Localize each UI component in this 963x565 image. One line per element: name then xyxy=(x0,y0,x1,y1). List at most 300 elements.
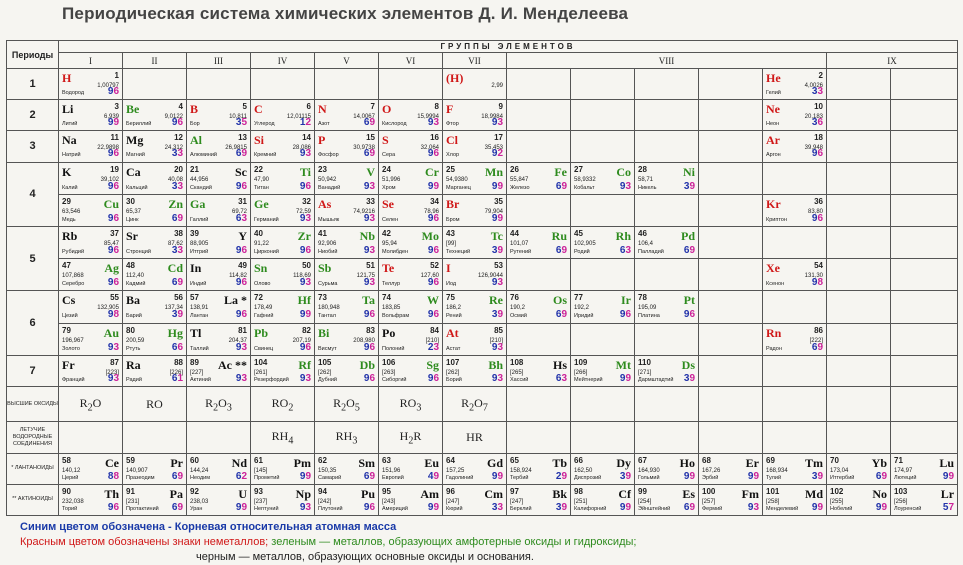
element-cell-ba[interactable] xyxy=(123,291,187,323)
element-name: Индий xyxy=(190,281,207,288)
element-cell-au[interactable] xyxy=(59,323,123,355)
root-mass-digit: 9 xyxy=(942,470,949,482)
extra-mass-cell xyxy=(891,100,958,131)
atomic-number: 58 xyxy=(62,455,71,465)
element-cell-pt[interactable] xyxy=(635,291,699,323)
atomic-number: 64 xyxy=(446,455,455,465)
element-in xyxy=(187,259,250,289)
root-mass-digits xyxy=(876,502,887,513)
root-mass-digit: 3 xyxy=(177,180,183,192)
atomic-mass: 69,72 xyxy=(231,208,247,215)
empty-cell xyxy=(507,323,571,355)
root-mass-digits xyxy=(364,502,375,513)
element-si xyxy=(251,131,314,160)
element-cell-al[interactable] xyxy=(187,131,251,162)
root-mass-digit: 6 xyxy=(305,341,311,353)
element-cell-db[interactable] xyxy=(315,355,379,386)
extra-mass-cell xyxy=(571,194,635,226)
element-cell-os[interactable] xyxy=(507,291,571,323)
element-as xyxy=(315,195,378,225)
element-name: Хром xyxy=(382,184,396,191)
element-symbol: Mg xyxy=(126,133,144,148)
oxide-formula: $RO_3$ xyxy=(379,387,443,422)
element-cell-bi[interactable] xyxy=(315,323,379,355)
element-cell-fm[interactable] xyxy=(699,484,763,515)
empty-cell xyxy=(571,323,635,355)
element-name: Осмий xyxy=(510,313,527,320)
element-cell-zr[interactable] xyxy=(251,227,315,259)
element-cell-ti[interactable] xyxy=(251,162,315,194)
element-symbol: Es xyxy=(682,486,695,501)
element-cell-sg[interactable] xyxy=(379,355,443,386)
element-xe xyxy=(763,259,826,289)
root-mass-digits xyxy=(236,309,247,320)
element-name: Стронций xyxy=(126,249,151,256)
atomic-mass: 72,59 xyxy=(295,208,311,215)
atomic-mass: 87,62 xyxy=(167,241,183,248)
element-cell-w[interactable] xyxy=(379,291,443,323)
element-pr xyxy=(123,454,186,483)
root-mass-digit: 3 xyxy=(497,501,503,513)
atomic-number: 41 xyxy=(318,229,327,239)
element-cell-na[interactable] xyxy=(59,131,123,162)
root-mass-digits xyxy=(876,471,887,482)
element-cell-sm[interactable] xyxy=(315,453,379,484)
element-cell-dy[interactable] xyxy=(571,453,635,484)
element-cell-ne[interactable] xyxy=(763,100,827,131)
element-cell-gd[interactable] xyxy=(443,453,507,484)
root-mass-digit: 3 xyxy=(433,341,439,353)
element-cell-ir[interactable] xyxy=(571,291,635,323)
element-name: Неодим xyxy=(190,474,211,481)
root-mass-digit: 3 xyxy=(241,212,247,224)
atomic-number: 91 xyxy=(126,486,135,496)
element-cell-hparen[interactable] xyxy=(443,69,507,100)
root-mass-digit: 9 xyxy=(363,372,370,384)
element-cell-np[interactable] xyxy=(251,484,315,515)
root-mass-digit: 9 xyxy=(689,245,695,257)
element-cell-ru[interactable] xyxy=(507,227,571,259)
element-cell-ta[interactable] xyxy=(315,291,379,323)
root-mass-digit: 9 xyxy=(811,277,818,289)
root-mass-digits xyxy=(108,148,119,159)
root-mass-digit: 6 xyxy=(433,372,439,384)
empty-cell xyxy=(827,259,891,291)
element-o xyxy=(379,100,442,129)
root-mass-digits xyxy=(172,181,183,192)
element-cell-re[interactable] xyxy=(443,291,507,323)
element-cell-po[interactable] xyxy=(379,323,443,355)
element-cell-si[interactable] xyxy=(251,131,315,162)
element-bh xyxy=(443,356,506,385)
root-mass-digit: 9 xyxy=(811,501,818,513)
element-symbol: Sc xyxy=(235,164,247,179)
element-cell-o[interactable] xyxy=(379,100,443,131)
atomic-mass: 238,03 xyxy=(190,498,209,505)
element-cell-yb[interactable] xyxy=(827,453,891,484)
element-cell-no[interactable] xyxy=(827,484,891,515)
root-mass-digit: 3 xyxy=(369,180,375,192)
element-cell-am[interactable] xyxy=(379,484,443,515)
root-mass-digit: 6 xyxy=(875,470,882,482)
element-cell-he[interactable] xyxy=(763,69,827,100)
empty-cell xyxy=(763,291,827,323)
element-cell-be[interactable] xyxy=(123,100,187,131)
element-cell-ce[interactable] xyxy=(59,453,123,484)
atomic-mass: 26,9815 xyxy=(225,145,247,152)
element-cell-hs[interactable] xyxy=(507,355,571,386)
element-cell-xe[interactable] xyxy=(763,259,827,291)
root-mass-digit: 6 xyxy=(241,309,247,321)
root-mass-digit: 6 xyxy=(363,470,370,482)
element-name: Тантал xyxy=(318,313,336,320)
element-cell-li[interactable] xyxy=(59,100,123,131)
root-mass-digit: 9 xyxy=(747,501,754,513)
element-symbol: Zn xyxy=(168,196,183,211)
atomic-number: 47 xyxy=(62,261,71,271)
element-cell-nb[interactable] xyxy=(315,227,379,259)
element-symbol: Zr xyxy=(297,229,311,244)
root-mass-digit: 9 xyxy=(491,341,498,353)
element-name: Кобальт xyxy=(574,184,595,191)
root-mass-digit: 6 xyxy=(625,309,631,321)
element-cell-lr[interactable] xyxy=(891,484,958,515)
element-cell-c[interactable] xyxy=(251,100,315,131)
element-cell-h[interactable] xyxy=(59,69,123,100)
element-symbol: Os xyxy=(552,293,567,308)
element-cell-tl[interactable] xyxy=(187,323,251,355)
element-cell-cr[interactable] xyxy=(379,162,443,194)
root-mass-digit: 3 xyxy=(683,180,690,192)
extra-mass-cell xyxy=(827,131,891,162)
element-lu xyxy=(891,454,957,483)
element-symbol: Ce xyxy=(105,455,119,470)
element-cell-cf[interactable] xyxy=(571,484,635,515)
element-cell-sc[interactable] xyxy=(187,162,251,194)
element-symbol: Mt xyxy=(615,357,631,372)
root-mass-digit: 9 xyxy=(171,117,178,129)
element-symbol: Hs xyxy=(552,357,567,372)
element-cell-zn[interactable] xyxy=(123,194,187,226)
root-mass-digit: 9 xyxy=(817,470,823,482)
element-cell-u[interactable] xyxy=(187,484,251,515)
element-symbol: Au xyxy=(103,325,119,340)
atomic-number: 36 xyxy=(814,196,823,206)
element-cell-kr[interactable] xyxy=(763,194,827,226)
legend-colors xyxy=(20,536,636,548)
element-cell-cm[interactable] xyxy=(443,484,507,515)
root-mass-digit: 9 xyxy=(491,117,498,129)
root-mass-digit: 9 xyxy=(817,501,823,513)
element-at xyxy=(443,324,506,354)
element-cell-b[interactable] xyxy=(187,100,251,131)
atomic-number: 110 xyxy=(638,357,651,367)
element-name: Никель xyxy=(638,184,657,191)
element-cell-se[interactable] xyxy=(379,194,443,226)
root-mass-digits xyxy=(172,309,183,320)
root-mass-digit: 3 xyxy=(177,245,183,257)
root-mass-digits xyxy=(943,502,954,513)
element-symbol: Te xyxy=(382,261,395,276)
element-cell-lu[interactable] xyxy=(891,453,958,484)
element-cell-sb[interactable] xyxy=(315,259,379,291)
element-cell-fr[interactable] xyxy=(59,355,123,386)
element-po xyxy=(379,324,442,354)
element-cell-ds[interactable] xyxy=(635,355,699,386)
root-mass-digit: 6 xyxy=(171,341,178,353)
empty-cell xyxy=(699,162,763,194)
element-se xyxy=(379,195,442,225)
element-cell-pm[interactable] xyxy=(251,453,315,484)
element-w xyxy=(379,291,442,321)
atomic-mass: [251] xyxy=(574,498,588,505)
element-hf xyxy=(251,291,314,321)
element-cell-mg[interactable] xyxy=(123,131,187,162)
atomic-mass: 20,183 xyxy=(804,114,823,121)
element-cell-f[interactable] xyxy=(443,100,507,131)
element-symbol: V xyxy=(366,164,375,179)
element-os xyxy=(507,291,570,321)
element-cell-ag[interactable] xyxy=(59,259,123,291)
element-cell-bk[interactable] xyxy=(507,484,571,515)
element-name: Дубний xyxy=(318,376,337,383)
element-cell-pu[interactable] xyxy=(315,484,379,515)
element-b xyxy=(187,100,250,129)
element-cell-n[interactable] xyxy=(315,100,379,131)
atomic-number: 56 xyxy=(174,293,183,303)
element-db xyxy=(315,356,378,385)
element-tl xyxy=(187,324,250,354)
element-cell-ge[interactable] xyxy=(251,194,315,226)
element-symbol: Fm xyxy=(741,486,759,501)
root-mass-digit: 9 xyxy=(107,148,114,160)
element-cell-pd[interactable] xyxy=(635,227,699,259)
root-mass-digit: 3 xyxy=(561,372,567,384)
root-mass-digit: 6 xyxy=(113,180,119,192)
element-cell-br[interactable] xyxy=(443,194,507,226)
root-mass-digit: 9 xyxy=(619,309,626,321)
element-cell-eu[interactable] xyxy=(379,453,443,484)
extra-mass-cell xyxy=(763,227,827,259)
element-cell-te[interactable] xyxy=(379,259,443,291)
empty-cell xyxy=(59,422,123,453)
element-cell-tb[interactable] xyxy=(507,453,571,484)
element-cell-ac[interactable] xyxy=(187,355,251,386)
element-cell-er[interactable] xyxy=(699,453,763,484)
atomic-number: 92 xyxy=(190,486,199,496)
element-ac xyxy=(187,356,250,385)
root-mass-digits xyxy=(236,213,247,224)
root-mass-digit: 3 xyxy=(241,341,247,353)
element-cell-tm[interactable] xyxy=(763,453,827,484)
element-cell-fe[interactable] xyxy=(507,162,571,194)
element-cell-ra[interactable] xyxy=(123,355,187,386)
root-mass-digit: 3 xyxy=(171,309,178,321)
element-cell-mn[interactable] xyxy=(443,162,507,194)
element-cell-pa[interactable] xyxy=(123,484,187,515)
element-cell-cs[interactable] xyxy=(59,291,123,323)
element-name: Углерод xyxy=(254,121,275,128)
empty-cell xyxy=(891,422,958,453)
element-cell-es[interactable] xyxy=(635,484,699,515)
element-cell-s[interactable] xyxy=(379,131,443,162)
element-name: Церий xyxy=(62,474,79,481)
atomic-mass: 131,30 xyxy=(804,273,823,280)
element-cell-co[interactable] xyxy=(571,162,635,194)
extra-mass-cell xyxy=(827,162,891,194)
root-mass-digit: 6 xyxy=(369,341,375,353)
root-mass-digit: 3 xyxy=(177,148,183,160)
root-mass-digit: 3 xyxy=(369,245,375,257)
atomic-mass: [210] xyxy=(425,337,439,344)
oxide-formula: RO xyxy=(123,387,187,422)
empty-cell xyxy=(571,387,635,422)
element-cell-bh[interactable] xyxy=(443,355,507,386)
root-mass-digit: 6 xyxy=(241,180,247,192)
element-symbol: Ti xyxy=(299,164,311,179)
atomic-mass: [223] xyxy=(105,369,119,376)
element-cell-th[interactable] xyxy=(59,484,123,515)
root-mass-digits xyxy=(748,502,759,513)
root-mass-digits xyxy=(428,277,439,288)
element-cell-i[interactable] xyxy=(443,259,507,291)
lanthanoids-row xyxy=(7,453,958,484)
atomic-number: 104 xyxy=(254,357,268,367)
atomic-number: 83 xyxy=(366,325,375,335)
root-mass-digit: 3 xyxy=(305,148,311,160)
element-symbol: N xyxy=(318,102,327,117)
element-cell-y[interactable] xyxy=(187,227,251,259)
root-mass-digits xyxy=(492,309,503,320)
element-name: Диспрозий xyxy=(574,474,602,481)
root-mass-digit: 6 xyxy=(811,341,818,353)
empty-cell xyxy=(699,291,763,323)
root-mass-digit: 9 xyxy=(433,470,439,482)
root-mass-digits xyxy=(108,502,119,513)
element-cell-mo[interactable] xyxy=(379,227,443,259)
atomic-mass: 126,9044 xyxy=(477,273,503,280)
element-ge xyxy=(251,195,314,225)
atomic-mass: 232,038 xyxy=(62,498,84,505)
hydride-formula: $RH_4$ xyxy=(251,422,315,453)
element-cell-pb[interactable] xyxy=(251,323,315,355)
root-mass-digit: 9 xyxy=(107,212,114,224)
root-mass-digits xyxy=(364,471,375,482)
element-cell-tc[interactable] xyxy=(443,227,507,259)
element-cell-la[interactable] xyxy=(187,291,251,323)
lanthanoids-label: * ЛАНТАНОИДЫ xyxy=(7,453,59,484)
root-mass-digits xyxy=(236,245,247,256)
root-mass-digit: 9 xyxy=(299,341,306,353)
root-mass-digits xyxy=(812,277,823,288)
element-name: Тербий xyxy=(510,474,529,481)
period-row xyxy=(7,100,958,131)
element-y xyxy=(187,227,250,257)
element-cell-cl[interactable] xyxy=(443,131,507,162)
atomic-mass: 178,49 xyxy=(254,305,273,312)
element-fr xyxy=(59,356,122,385)
element-symbol: K xyxy=(62,164,72,179)
element-name: Калифорний xyxy=(574,505,607,512)
atomic-mass: 63,546 xyxy=(62,208,81,215)
element-name: Уран xyxy=(190,505,203,512)
root-mass-digit: 5 xyxy=(241,117,247,129)
element-cell-sr[interactable] xyxy=(123,227,187,259)
element-cell-ga[interactable] xyxy=(187,194,251,226)
root-mass-digit: 3 xyxy=(497,372,503,384)
element-cell-mt[interactable] xyxy=(571,355,635,386)
element-cell-rn[interactable] xyxy=(763,323,827,355)
element-cell-rb[interactable] xyxy=(59,227,123,259)
element-cs xyxy=(59,291,122,321)
element-cell-cd[interactable] xyxy=(123,259,187,291)
element-cell-md[interactable] xyxy=(763,484,827,515)
atomic-number: 43 xyxy=(446,229,455,239)
element-cell-ho[interactable] xyxy=(635,453,699,484)
element-cell-rf[interactable] xyxy=(251,355,315,386)
atomic-number: 50 xyxy=(302,261,311,271)
element-cell-p[interactable] xyxy=(315,131,379,162)
element-cell-in[interactable] xyxy=(187,259,251,291)
root-mass-digit: 8 xyxy=(107,470,114,482)
element-symbol: Re xyxy=(489,293,503,308)
hydrides-row xyxy=(7,422,958,453)
element-cell-ca[interactable] xyxy=(123,162,187,194)
element-cell-k[interactable] xyxy=(59,162,123,194)
element-ne xyxy=(763,100,826,129)
root-mass-digit: 9 xyxy=(497,245,503,257)
root-mass-digit: 3 xyxy=(369,277,375,289)
extra-mass-cell xyxy=(571,259,635,291)
element-rb xyxy=(59,227,122,257)
empty-cell xyxy=(891,387,958,422)
root-mass-digit: 3 xyxy=(811,117,818,129)
root-mass-digits xyxy=(492,181,503,192)
atomic-number: 2 xyxy=(818,71,823,81)
element-cell-as[interactable] xyxy=(315,194,379,226)
element-cell-cu[interactable] xyxy=(59,194,123,226)
element-s xyxy=(379,131,442,160)
element-cell-pr[interactable] xyxy=(123,453,187,484)
empty-cell xyxy=(507,422,571,453)
element-cell-ar[interactable] xyxy=(763,131,827,162)
element-u xyxy=(187,485,250,514)
empty-cell xyxy=(635,387,699,422)
root-mass-digit: 9 xyxy=(497,212,503,224)
element-name: Калий xyxy=(62,184,78,191)
element-ca xyxy=(123,163,186,193)
element-i xyxy=(443,259,506,289)
root-mass-digit: 6 xyxy=(241,277,247,289)
oxide-formula: $R_2O_7$ xyxy=(443,387,507,422)
root-mass-digit: 9 xyxy=(811,148,818,160)
element-pb xyxy=(251,324,314,354)
element-cell-hf[interactable] xyxy=(251,291,315,323)
atomic-mass: 180,948 xyxy=(318,305,340,312)
root-mass-digits xyxy=(428,245,439,256)
element-cell-ni[interactable] xyxy=(635,162,699,194)
root-mass-digits xyxy=(236,373,247,384)
element-cell-nd[interactable] xyxy=(187,453,251,484)
atomic-number: 25 xyxy=(446,164,455,174)
atomic-number: 67 xyxy=(638,455,647,465)
element-cell-rh[interactable] xyxy=(571,227,635,259)
element-cell-v[interactable] xyxy=(315,162,379,194)
element-cell-sn[interactable] xyxy=(251,259,315,291)
root-mass-digit: 9 xyxy=(619,501,626,513)
element-cell-at[interactable] xyxy=(443,323,507,355)
element-cell-hg[interactable] xyxy=(123,323,187,355)
